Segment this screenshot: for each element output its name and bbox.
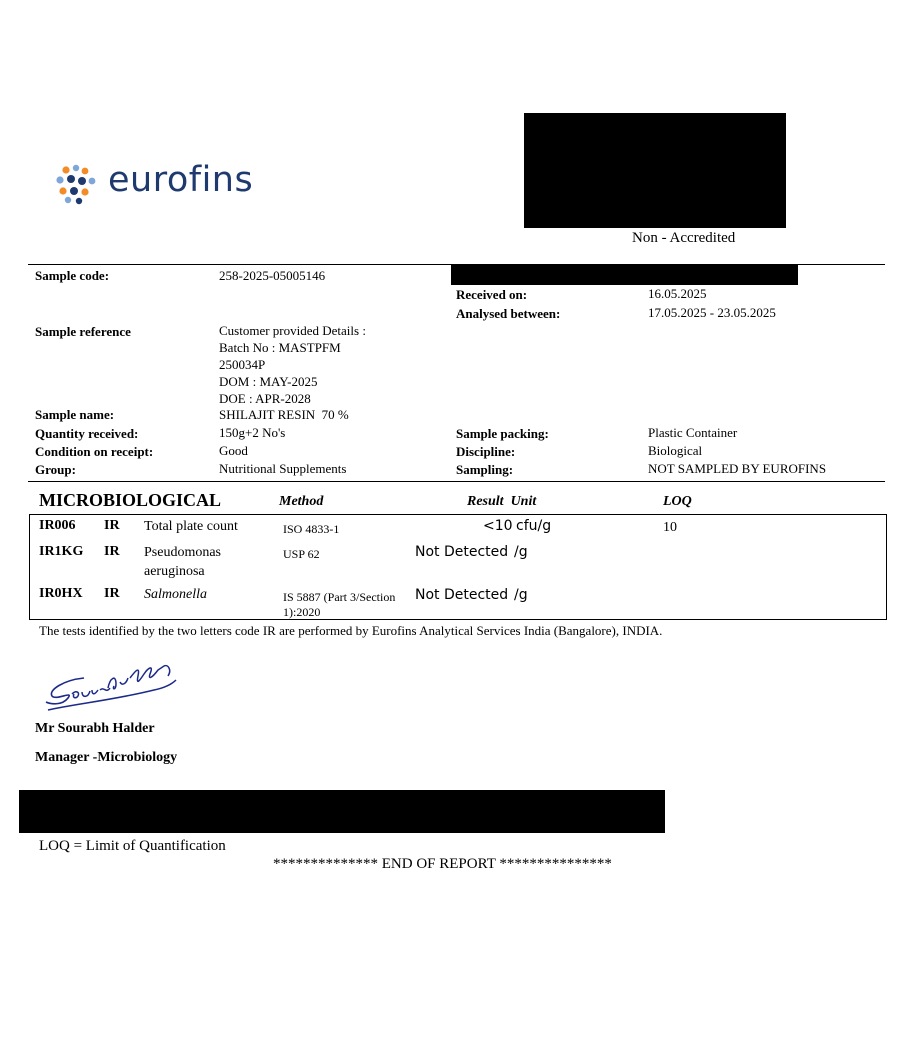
column-result-unit: Result Unit	[467, 494, 537, 509]
test-result: Not Detected	[415, 587, 509, 603]
test-result: <10	[483, 518, 513, 534]
group-value: Nutritional Supplements	[219, 461, 347, 476]
redacted-block-header	[451, 264, 798, 285]
test-unit: /g	[514, 544, 528, 560]
section-title: MICROBIOLOGICAL	[39, 490, 222, 510]
signatory-name: Mr Sourabh Halder	[35, 721, 155, 736]
received-label: Received on:	[456, 287, 528, 302]
sample-reference-label: Sample reference	[35, 324, 131, 339]
packing-value: Plastic Container	[648, 425, 738, 440]
column-loq: LOQ	[663, 494, 692, 509]
received-value: 16.05.2025	[648, 286, 707, 301]
test-method: USP 62	[283, 547, 320, 561]
sample-name-value: SHILAJIT RESIN 70 %	[219, 407, 349, 422]
accreditation-status: Non - Accredited	[632, 230, 736, 246]
test-unit: /g	[514, 587, 528, 603]
test-method: 1):2020	[283, 605, 321, 619]
sample-name-label: Sample name:	[35, 407, 115, 422]
discipline-label: Discipline:	[456, 444, 516, 459]
lab-code: IR	[104, 586, 120, 601]
reference-line: Batch No : MASTPFM	[219, 340, 341, 355]
group-label: Group:	[35, 462, 76, 477]
test-unit: cfu/g	[516, 518, 552, 534]
test-code: IR006	[39, 518, 76, 533]
test-name: Total plate count	[144, 519, 238, 534]
reference-line: DOM : MAY-2025	[219, 374, 318, 389]
lab-note: The tests identified by the two letters code IR are performed by Eurofins Analytical Services India (Bangalore), INDIA.	[39, 623, 663, 638]
eurofins-logo	[54, 160, 284, 206]
sampling-value: NOT SAMPLED BY EUROFINS	[648, 461, 827, 476]
divider-top	[28, 264, 885, 265]
test-name: Salmonella	[144, 587, 207, 602]
test-method: ISO 4833-1	[283, 522, 340, 536]
test-name: aeruginosa	[144, 564, 205, 579]
logo-wordmark: eurofins	[108, 160, 254, 200]
reference-line: DOE : APR-2028	[219, 391, 311, 406]
results-table	[29, 514, 887, 620]
logo-dots-icon	[54, 162, 100, 208]
sample-code-label: Sample code:	[35, 268, 110, 283]
test-code: IR1KG	[39, 544, 84, 559]
signatory-title: Manager -Microbiology	[35, 750, 178, 765]
test-name: Pseudomonas	[144, 545, 221, 560]
lab-code: IR	[104, 518, 120, 533]
condition-value: Good	[219, 443, 248, 458]
redacted-block-top	[524, 113, 786, 228]
loq-definition: LOQ = Limit of Quantification	[39, 838, 226, 854]
test-method: IS 5887 (Part 3/Section	[283, 590, 396, 604]
reference-line: Customer provided Details :	[219, 323, 366, 338]
end-of-report: ************** END OF REPORT ***************	[273, 856, 612, 872]
test-result: Not Detected	[415, 544, 509, 560]
reference-line: 250034P	[219, 357, 266, 372]
test-loq: 10	[663, 520, 677, 535]
sampling-label: Sampling:	[456, 462, 514, 477]
lab-code: IR	[104, 544, 120, 559]
condition-label: Condition on receipt:	[35, 444, 154, 459]
sample-code-value: 258-2025-05005146	[219, 268, 326, 283]
discipline-value: Biological	[648, 443, 703, 458]
handwritten-signature	[44, 660, 194, 720]
quantity-label: Quantity received:	[35, 426, 139, 441]
redacted-block-footer	[19, 790, 665, 833]
column-method: Method	[279, 494, 324, 509]
divider-middle	[28, 481, 885, 482]
packing-label: Sample packing:	[456, 426, 549, 441]
analysed-value: 17.05.2025 - 23.05.2025	[648, 305, 776, 320]
quantity-value: 150g+2 No's	[219, 425, 286, 440]
test-code: IR0HX	[39, 586, 83, 601]
analysed-label: Analysed between:	[456, 306, 561, 321]
sample-reference-value	[219, 322, 366, 407]
